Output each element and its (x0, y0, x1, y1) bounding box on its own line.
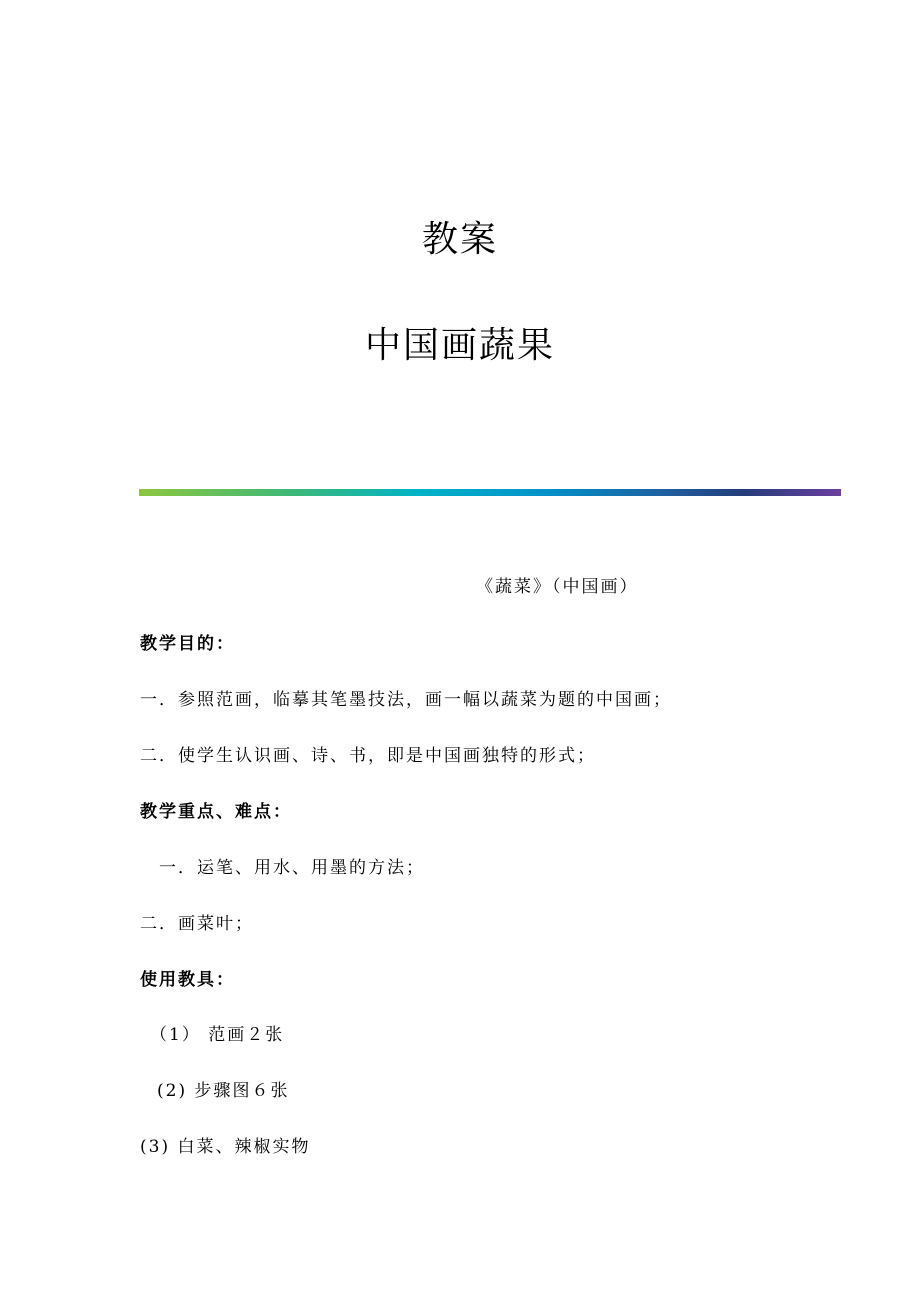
document-title: 教案 (421, 219, 498, 260)
material-item-3: (3) 白菜、辣椒实物 (140, 1137, 311, 1157)
materials-heading: 使用教具： (140, 970, 235, 990)
objectives-heading: 教学目的： (140, 634, 235, 654)
material-item-1: （1） 范画２张 (150, 1025, 285, 1045)
material-item-2: (2) 步骤图６张 (157, 1081, 290, 1101)
key-point-item-1: 一．运笔、用水、用墨的方法； (159, 858, 425, 878)
key-point-item-2: 二．画菜叶； (140, 914, 254, 934)
objective-item-1: 一．参照范画，临摹其笔墨技法，画一幅以蔬菜为题的中国画； (140, 690, 672, 710)
gradient-divider (139, 489, 841, 496)
document-subtitle: 中国画蔬果 (364, 325, 555, 366)
key-points-heading: 教学重点、难点： (140, 802, 292, 822)
lesson-caption: 《蔬菜》（中国画） (476, 577, 639, 597)
objective-item-2: 二．使学生认识画、诗、书，即是中国画独特的形式； (140, 746, 596, 766)
